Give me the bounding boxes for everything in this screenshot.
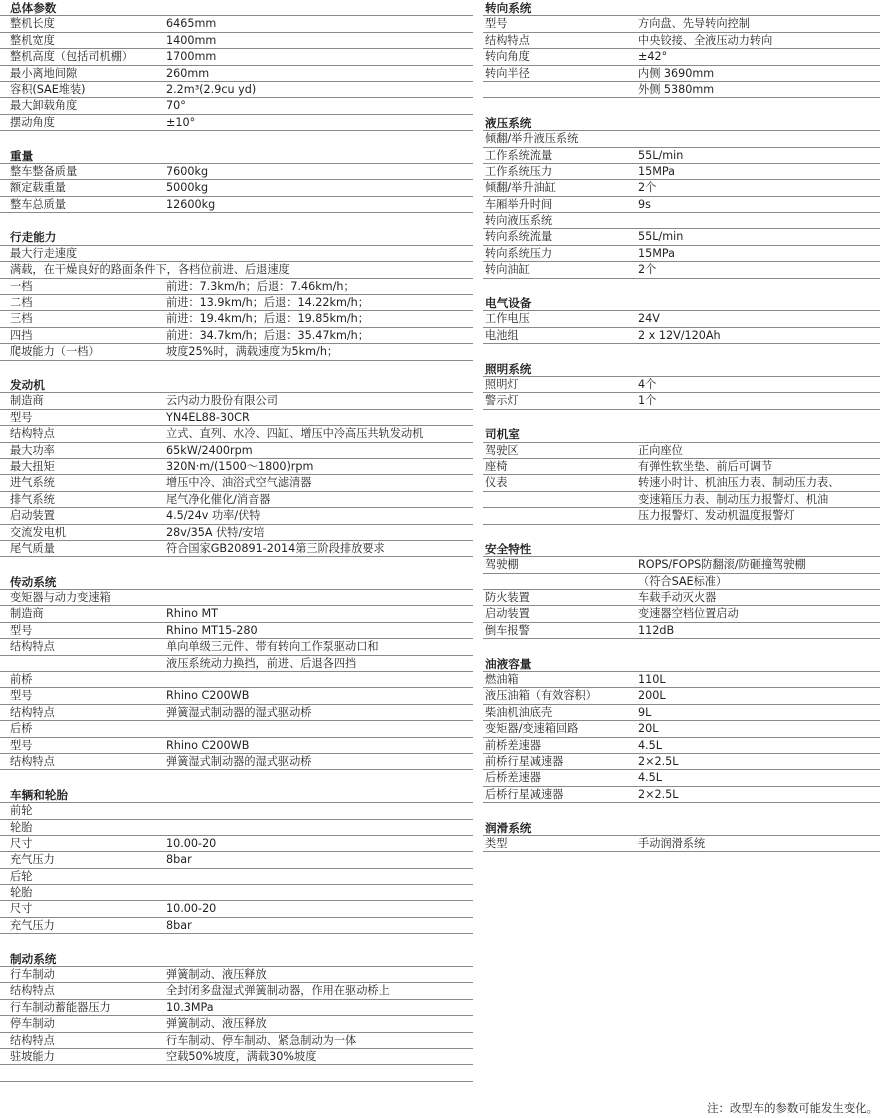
spec-value: 方向盘、先导转向控制 xyxy=(638,17,750,31)
section-title: 司机室 xyxy=(485,427,520,442)
section-title: 总体参数 xyxy=(10,1,57,15)
spec-value: 55L/min xyxy=(638,148,684,162)
spec-value: 前进：13.9km/h；后退：14.22km/h； xyxy=(166,296,369,310)
spec-label: 驻坡能力 xyxy=(10,1050,55,1063)
spec-row xyxy=(0,262,473,278)
spec-row xyxy=(483,475,880,491)
spec-label: 照明灯 xyxy=(485,377,519,391)
spec-value: 转速小时计、机油压力表、制动压力表、 xyxy=(638,476,840,490)
spec-label: 充气压力 xyxy=(10,853,55,867)
spec-value: 符合国家GB20891-2014第三阶段排放要求 xyxy=(166,541,385,555)
section-title: 制动系统 xyxy=(10,951,57,966)
spec-row xyxy=(0,852,473,868)
section-spacer xyxy=(483,410,880,426)
spec-value: 压力报警灯、发动机温度报警灯 xyxy=(638,509,795,523)
spec-value: 增压中冷、油浴式空气滤清器 xyxy=(166,476,312,490)
spec-row xyxy=(483,705,880,721)
spec-value: 1400mm xyxy=(166,33,217,47)
footnote: 注：改型车的参数可能发生变化。 xyxy=(707,1101,878,1115)
section-title: 安全特性 xyxy=(485,541,532,556)
spec-value: 中央铰接、全液压动力转向 xyxy=(638,33,773,47)
spec-label: 前桥行星减速器 xyxy=(485,754,564,768)
spec-label: 转向半径 xyxy=(485,66,530,80)
spec-value: 6465mm xyxy=(166,17,217,31)
spec-row xyxy=(0,869,473,885)
spec-value: 4.5L xyxy=(638,738,663,752)
spec-row xyxy=(0,590,473,606)
spec-row xyxy=(483,672,880,688)
spec-value: Rhino MT xyxy=(166,607,218,621)
spec-label: 结构特点 xyxy=(10,984,55,998)
spec-row xyxy=(0,508,473,524)
spec-label: 三档 xyxy=(10,312,33,326)
spec-value: 4个 xyxy=(638,377,657,391)
spec-label: 结构特点 xyxy=(485,33,530,47)
spec-row xyxy=(0,1049,473,1065)
spec-label: 变矩器与动力变速箱 xyxy=(10,591,111,605)
spec-label: 行车制动 xyxy=(10,968,55,982)
spec-value: 320N·m/(1500～1800)rpm xyxy=(166,459,314,473)
spec-value: 15MPa xyxy=(638,246,675,260)
spec-row xyxy=(0,164,473,180)
spec-value: 15MPa xyxy=(638,164,675,178)
spec-value: 112dB xyxy=(638,623,675,637)
spec-value: 车载手动灭火器 xyxy=(638,591,717,605)
spec-label: 结构特点 xyxy=(10,705,55,719)
spec-label: 容积(SAE堆装) xyxy=(10,82,86,96)
spec-row xyxy=(483,246,880,262)
spec-value: 10.00-20 xyxy=(166,836,217,850)
section-header xyxy=(0,377,473,393)
spec-value: 4.5L xyxy=(638,771,663,785)
spec-label: 前桥 xyxy=(10,673,33,687)
spec-label: 结构特点 xyxy=(10,754,55,768)
spec-row xyxy=(0,688,473,704)
spec-value: 1700mm xyxy=(166,50,217,64)
section-spacer xyxy=(483,525,880,541)
spec-value: 8bar xyxy=(166,918,192,932)
section-header xyxy=(483,426,880,442)
spec-value: 200L xyxy=(638,689,666,703)
spec-value: 正向座位 xyxy=(638,443,683,457)
spec-label: 四挡 xyxy=(10,328,33,342)
spec-row xyxy=(0,311,473,327)
spec-label: 尺寸 xyxy=(10,836,33,850)
section-header xyxy=(483,656,880,672)
spec-value: 空载50%坡度，满载30%坡度 xyxy=(166,1050,317,1063)
spec-row xyxy=(483,33,880,49)
spec-row xyxy=(483,229,880,245)
spec-row xyxy=(0,492,473,508)
spec-row xyxy=(483,459,880,475)
section-header xyxy=(0,229,473,245)
spec-row xyxy=(483,82,880,98)
spec-label: 轮胎 xyxy=(10,886,33,900)
spec-value: Rhino C200WB xyxy=(166,689,250,703)
spec-row xyxy=(483,393,880,409)
spec-row xyxy=(0,16,473,32)
spec-value: 260mm xyxy=(166,66,210,80)
spec-label: 前轮 xyxy=(10,804,33,818)
spec-label: 类型 xyxy=(485,836,508,850)
spec-row xyxy=(483,377,880,393)
spec-row xyxy=(0,1033,473,1049)
spec-value: 立式、直列、水冷、四缸、增压中冷高压共轨发动机 xyxy=(166,427,424,441)
spec-label: 一档 xyxy=(10,279,33,293)
spec-row xyxy=(483,443,880,459)
spec-label: 前桥差速器 xyxy=(485,738,541,752)
spec-value: 110L xyxy=(638,673,666,687)
spec-label: 防火装置 xyxy=(485,591,530,605)
section-spacer xyxy=(483,803,880,819)
spec-value: 10.00-20 xyxy=(166,902,217,916)
section-header xyxy=(0,787,473,803)
spec-row xyxy=(483,328,880,344)
spec-label: 停车制动 xyxy=(10,1017,55,1031)
spec-value: 8bar xyxy=(166,853,192,867)
spec-label: 车厢举升时间 xyxy=(485,197,553,211)
spec-label: 倾翻/举升油缸 xyxy=(485,181,556,195)
spec-row xyxy=(483,508,880,524)
spec-value: 云内动力股份有限公司 xyxy=(166,394,278,408)
section-title: 润滑系统 xyxy=(485,820,532,835)
spec-row xyxy=(483,574,880,590)
spec-label: 转向液压系统 xyxy=(485,214,553,228)
spec-value: 12600kg xyxy=(166,197,216,211)
spec-row xyxy=(0,541,473,557)
spec-row xyxy=(0,623,473,639)
section-header xyxy=(0,574,473,590)
spec-row xyxy=(0,901,473,917)
spec-label: 启动装置 xyxy=(10,509,55,523)
spec-value: 9L xyxy=(638,705,652,719)
section-header xyxy=(0,148,473,164)
spec-label: 尾气质量 xyxy=(10,541,55,555)
spec-row xyxy=(483,557,880,573)
spec-label: 摆动角度 xyxy=(10,115,55,129)
spec-row xyxy=(0,754,473,770)
spec-label: 转向油缸 xyxy=(485,263,530,277)
spec-value: 7600kg xyxy=(166,164,209,178)
section-title: 转向系统 xyxy=(485,1,532,15)
spec-row xyxy=(483,721,880,737)
spec-row xyxy=(483,754,880,770)
spec-label: 型号 xyxy=(10,623,33,637)
spec-row xyxy=(0,836,473,852)
spec-label: 倾翻/举升液压系统 xyxy=(485,132,579,146)
spec-row xyxy=(0,820,473,836)
spec-row xyxy=(0,180,473,196)
spec-row xyxy=(0,82,473,98)
spec-value: 坡度25%时，满载速度为5km/h； xyxy=(166,345,339,359)
spec-row xyxy=(0,295,473,311)
spec-label: 爬坡能力（一档） xyxy=(10,345,100,359)
spec-label: 最大功率 xyxy=(10,443,55,457)
spec-value: 变速箱压力表、制动压力报警灯、机油 xyxy=(638,492,829,506)
spec-value: 20L xyxy=(638,722,659,736)
spec-value: 前进：19.4km/h；后退：19.85km/h； xyxy=(166,312,369,326)
spec-row xyxy=(0,443,473,459)
section-spacer xyxy=(0,361,473,377)
spec-row xyxy=(0,98,473,114)
section-header xyxy=(483,361,880,377)
spec-row xyxy=(0,33,473,49)
spec-row xyxy=(483,787,880,803)
spec-value: 2×2.5L xyxy=(638,787,679,801)
spec-value: 9s xyxy=(638,197,651,211)
spec-value: 2.2m³(2.9cu yd) xyxy=(166,82,257,96)
spec-value: YN4EL88-30CR xyxy=(166,410,250,424)
spec-value: 外侧 5380mm xyxy=(638,82,715,96)
spec-label: 轮胎 xyxy=(10,820,33,834)
spec-value: 行车制动、停车制动、紧急制动为一体 xyxy=(166,1033,357,1047)
spec-row xyxy=(0,983,473,999)
spec-value: 28v/35A 伏特/安培 xyxy=(166,525,265,539)
section-title: 液压系统 xyxy=(485,115,532,130)
spec-label: 结构特点 xyxy=(10,640,55,654)
spec-row xyxy=(483,213,880,229)
spec-row xyxy=(483,688,880,704)
spec-label: 整车整备质量 xyxy=(10,164,78,178)
spec-row xyxy=(0,459,473,475)
spec-row xyxy=(483,262,880,278)
spec-value: 4.5/24v 功率/伏特 xyxy=(166,509,261,523)
spec-row xyxy=(0,656,473,672)
spec-value: 2个 xyxy=(638,263,657,277)
spec-row xyxy=(483,16,880,32)
spec-value: 前进：7.3km/h；后退：7.46km/h； xyxy=(166,279,355,293)
spec-row xyxy=(0,705,473,721)
section-title: 油液容量 xyxy=(485,656,532,671)
spec-value: 24V xyxy=(638,312,660,326)
spec-row xyxy=(483,66,880,82)
spec-row xyxy=(0,738,473,754)
section-spacer xyxy=(0,557,473,573)
section-spacer xyxy=(0,131,473,147)
spec-label: 进气系统 xyxy=(10,476,55,490)
spec-label: 后轮 xyxy=(10,869,33,883)
section-spacer xyxy=(483,98,880,114)
spec-label: 整机高度（包括司机棚） xyxy=(10,50,134,64)
spec-row xyxy=(0,115,473,131)
spec-row xyxy=(0,672,473,688)
spec-label: 行车制动蓄能器压力 xyxy=(10,1000,111,1014)
spec-value: 前进：34.7km/h；后退：35.47km/h； xyxy=(166,328,369,342)
spec-label: 最大扭矩 xyxy=(10,459,55,473)
section-header xyxy=(483,0,880,16)
spec-label: 电池组 xyxy=(485,328,519,342)
spec-label: 交流发电机 xyxy=(10,525,66,539)
spec-row xyxy=(0,410,473,426)
section-spacer xyxy=(0,770,473,786)
spec-row xyxy=(0,66,473,82)
section-spacer xyxy=(0,934,473,950)
spec-label: 驾驶棚 xyxy=(485,558,519,572)
spec-value: 有弹性软坐垫、前后可调节 xyxy=(638,459,773,473)
spec-row xyxy=(0,475,473,491)
spec-row xyxy=(0,885,473,901)
spec-label: 转向系统压力 xyxy=(485,246,553,260)
spec-value: 弹簧湿式制动器的湿式驱动桥 xyxy=(166,754,312,768)
spec-row xyxy=(483,770,880,786)
section-header xyxy=(0,0,473,16)
section-title: 照明系统 xyxy=(485,361,532,376)
spec-label: 工作系统流量 xyxy=(485,148,553,162)
spec-value: ±42° xyxy=(638,50,668,64)
spec-label: 后桥 xyxy=(10,722,33,736)
section-header xyxy=(483,115,880,131)
spec-label: 工作电压 xyxy=(485,312,530,326)
spec-row xyxy=(483,311,880,327)
spec-value: 单向单级三元件、带有转向工作泵驱动口和 xyxy=(166,640,379,654)
section-spacer xyxy=(483,344,880,360)
spec-label: 液压油箱（有效容积） xyxy=(485,689,597,703)
section-header xyxy=(0,951,473,967)
section-title: 行走能力 xyxy=(10,230,57,245)
spec-value: 尾气净化催化/消音器 xyxy=(166,492,271,506)
spec-row xyxy=(483,492,880,508)
spec-row xyxy=(0,803,473,819)
spec-label: 最小离地间隙 xyxy=(10,66,78,80)
spec-row xyxy=(0,328,473,344)
spec-row xyxy=(0,393,473,409)
spec-row xyxy=(483,148,880,164)
spec-value: 70° xyxy=(166,99,186,113)
spec-value: 55L/min xyxy=(638,230,684,244)
section-spacer xyxy=(483,279,880,295)
spec-value: 10.3MPa xyxy=(166,1000,214,1014)
spec-label: 柴油机油底壳 xyxy=(485,705,553,719)
spec-value: Rhino MT15-280 xyxy=(166,623,258,637)
spec-row xyxy=(483,590,880,606)
spec-value: 液压系统动力换挡，前进、后退各四挡 xyxy=(166,656,357,670)
spec-label: 型号 xyxy=(485,17,508,31)
spec-label: 工作系统压力 xyxy=(485,164,553,178)
spec-value: 2个 xyxy=(638,181,657,195)
spec-value: 65kW/2400rpm xyxy=(166,443,253,457)
spec-row xyxy=(0,279,473,295)
spec-label: 驾驶区 xyxy=(485,443,519,457)
spec-label: 尺寸 xyxy=(10,902,33,916)
spec-label: 座椅 xyxy=(485,459,508,473)
spec-row xyxy=(0,1065,473,1081)
spec-row xyxy=(483,836,880,852)
spec-label: 转向系统流量 xyxy=(485,230,553,244)
spec-label: 警示灯 xyxy=(485,394,519,408)
spec-row xyxy=(0,525,473,541)
spec-value: 手动润滑系统 xyxy=(638,836,706,850)
section-title: 电气设备 xyxy=(485,296,532,311)
spec-label: 倒车报警 xyxy=(485,623,530,637)
spec-row xyxy=(0,606,473,622)
spec-value: 弹簧制动、液压释放 xyxy=(166,1017,267,1031)
section-header xyxy=(483,295,880,311)
spec-row xyxy=(483,49,880,65)
spec-label: 整机长度 xyxy=(10,17,55,31)
spec-value: 弹簧制动、液压释放 xyxy=(166,968,267,982)
spec-label: 型号 xyxy=(10,738,33,752)
spec-value: 1个 xyxy=(638,394,657,408)
spec-row xyxy=(483,197,880,213)
section-spacer xyxy=(0,213,473,229)
spec-row xyxy=(0,1016,473,1032)
spec-label: 最大卸载角度 xyxy=(10,99,78,113)
spec-row xyxy=(0,246,473,262)
spec-row xyxy=(483,738,880,754)
spec-value: 变速器空档位置启动 xyxy=(638,607,739,621)
spec-label: 仪表 xyxy=(485,476,508,490)
section-header xyxy=(483,820,880,836)
spec-label: 制造商 xyxy=(10,607,44,621)
spec-value: 全封闭多盘湿式弹簧制动器，作用在驱动桥上 xyxy=(166,984,390,998)
spec-value: Rhino C200WB xyxy=(166,738,250,752)
spec-value: 5000kg xyxy=(166,181,209,195)
spec-value: 内侧 3690mm xyxy=(638,66,715,80)
spec-label: 后桥行星减速器 xyxy=(485,787,564,801)
spec-row xyxy=(483,164,880,180)
section-title: 发动机 xyxy=(10,377,45,392)
spec-label: 变矩器/变速箱回路 xyxy=(485,722,579,736)
spec-row xyxy=(0,49,473,65)
spec-label: 整车总质量 xyxy=(10,197,66,211)
spec-label: 额定载重量 xyxy=(10,181,66,195)
spec-row xyxy=(483,606,880,622)
spec-row xyxy=(0,1000,473,1016)
spec-label: 二档 xyxy=(10,296,33,310)
spec-row xyxy=(0,721,473,737)
spec-label: 满载，在干燥良好的路面条件下，各档位前进、后退速度 xyxy=(10,263,290,277)
spec-row xyxy=(483,131,880,147)
section-spacer xyxy=(483,639,880,655)
spec-label: 燃油箱 xyxy=(485,673,519,687)
spec-label: 后桥差速器 xyxy=(485,771,541,785)
spec-row xyxy=(0,639,473,655)
spec-label: 制造商 xyxy=(10,394,44,408)
spec-row xyxy=(0,918,473,934)
spec-label: 型号 xyxy=(10,410,33,424)
spec-value: ROPS/FOPS防翻滚/防砸撞驾驶棚 xyxy=(638,558,806,572)
spec-row xyxy=(483,180,880,196)
spec-value: 2×2.5L xyxy=(638,754,679,768)
spec-label: 充气压力 xyxy=(10,918,55,932)
section-title: 重量 xyxy=(10,148,34,163)
spec-label: 结构特点 xyxy=(10,1033,55,1047)
spec-label: 结构特点 xyxy=(10,427,55,441)
spec-value: 2 x 12V/120Ah xyxy=(638,328,721,342)
spec-value: ±10° xyxy=(166,115,196,129)
spec-row xyxy=(483,623,880,639)
section-title: 车辆和轮胎 xyxy=(10,787,68,802)
spec-label: 整机宽度 xyxy=(10,33,55,47)
spec-row xyxy=(0,967,473,983)
spec-value: 弹簧湿式制动器的湿式驱动桥 xyxy=(166,705,312,719)
spec-label: 转向角度 xyxy=(485,50,530,64)
spec-row xyxy=(0,344,473,360)
spec-value: （符合SAE标准） xyxy=(638,574,728,588)
spec-label: 最大行走速度 xyxy=(10,246,78,260)
right-spec-column xyxy=(483,0,880,852)
spec-label: 排气系统 xyxy=(10,492,55,506)
spec-row xyxy=(0,197,473,213)
spec-label: 型号 xyxy=(10,689,33,703)
spec-label: 启动装置 xyxy=(485,607,530,621)
spec-row xyxy=(0,426,473,442)
section-header xyxy=(483,541,880,557)
section-title: 传动系统 xyxy=(10,574,57,589)
